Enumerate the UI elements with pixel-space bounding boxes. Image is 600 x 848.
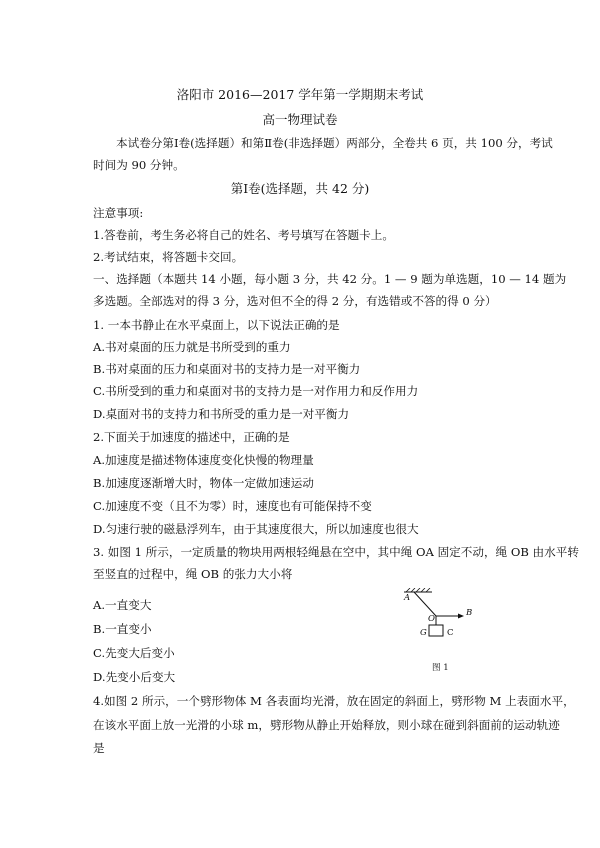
question-1-option-d: D.桌面对书的支持力和书所受的重力是一对平衡力 (93, 407, 350, 421)
question-3-option-b: B.一直变小 (93, 622, 152, 636)
figure-1-diagram (398, 588, 494, 680)
question-1-stem: 1. 一本书静止在水平桌面上，以下说法正确的是 (93, 318, 340, 332)
question-1-option-c: C.书所受到的重力和桌面对书的支持力是一对作用力和反作用力 (93, 384, 419, 398)
part-instructions-line-2: 多选题。全部选对的得 3 分，选对但不全的得 2 分，有选错或不答的得 0 分） (93, 294, 497, 308)
question-2-option-c: C.加速度不变（且不为零）时，速度也有可能保持不变 (93, 499, 372, 513)
question-4-stem-line-3: 是 (93, 741, 105, 755)
figure-1 (398, 588, 494, 680)
question-2-stem: 2.下面关于加速度的描述中，正确的是 (93, 430, 290, 444)
question-2-option-b: B.加速度逐渐增大时，物体一定做加速运动 (93, 476, 314, 490)
question-3-option-a: A.一直变大 (93, 598, 152, 612)
question-2-option-a: A.加速度是描述物体速度变化快慢的物理量 (93, 453, 314, 467)
intro-line-1: 本试卷分第Ⅰ卷(选择题）和第Ⅱ卷(非选择题）两部分，全卷共 6 页，共 100 分，考试 (116, 136, 553, 150)
intro-line-2: 时间为 90 分钟。 (93, 158, 185, 172)
label-c: C (447, 628, 454, 638)
notes-heading: 注意事项: (93, 206, 144, 220)
label-b: B (466, 608, 473, 618)
label-g: G (420, 628, 427, 638)
question-1-option-a: A.书对桌面的压力就是书所受到的重力 (93, 340, 291, 354)
figure-1-caption: 图 1 (432, 663, 449, 673)
part-instructions-line-1: 一、选择题（本题共 14 小题，每小题 3 分，共 42 分。1 — 9 题为单选题，10 — 14 题为 (93, 272, 567, 286)
question-4-stem-line-1: 4.如图 2 所示，一个劈形物体 M 各表面均光滑，放在固定的斜面上，劈形物 M 上表面水平， (93, 694, 575, 708)
question-3-stem-line-2: 至竖直的过程中，绳 OB 的张力大小将 (93, 567, 293, 581)
note-item: 2.考试结束，将答题卡交回。 (93, 250, 244, 264)
question-3-stem-line-1: 3. 如图 1 所示，一定质量的物块用两根轻绳悬在空中，其中绳 OA 固定不动，绳 OB 由水平转 (93, 545, 579, 559)
question-3-option-c: C.先变大后变小 (93, 646, 175, 660)
exam-title: 洛阳市 2016—2017 学年第一学期期末考试 (176, 87, 424, 102)
question-4-stem-line-2: 在该水平面上放一光滑的小球 m，劈形物从静止开始释放，则小球在碰到斜面前的运动轨迹 (93, 718, 560, 732)
question-2-option-d: D.匀速行驶的磁悬浮列车，由于其速度很大，所以加速度也很大 (93, 522, 419, 536)
note-item: 1.答卷前，考生务必将自己的姓名、考号填写在答题卡上。 (93, 228, 394, 242)
section-title: 第Ⅰ卷(选择题，共 42 分) (230, 181, 370, 196)
arrow-head-icon (458, 614, 464, 619)
question-3-option-d: D.先变小后变大 (93, 670, 176, 684)
label-a: A (404, 593, 411, 603)
label-o: O (428, 614, 435, 624)
ceiling-hatching (406, 588, 430, 592)
rope-oa (414, 592, 436, 616)
exam-subtitle: 高一物理试卷 (262, 112, 338, 127)
block (429, 625, 443, 636)
question-1-option-b: B.书对桌面的压力和桌面对书的支持力是一对平衡力 (93, 362, 361, 376)
